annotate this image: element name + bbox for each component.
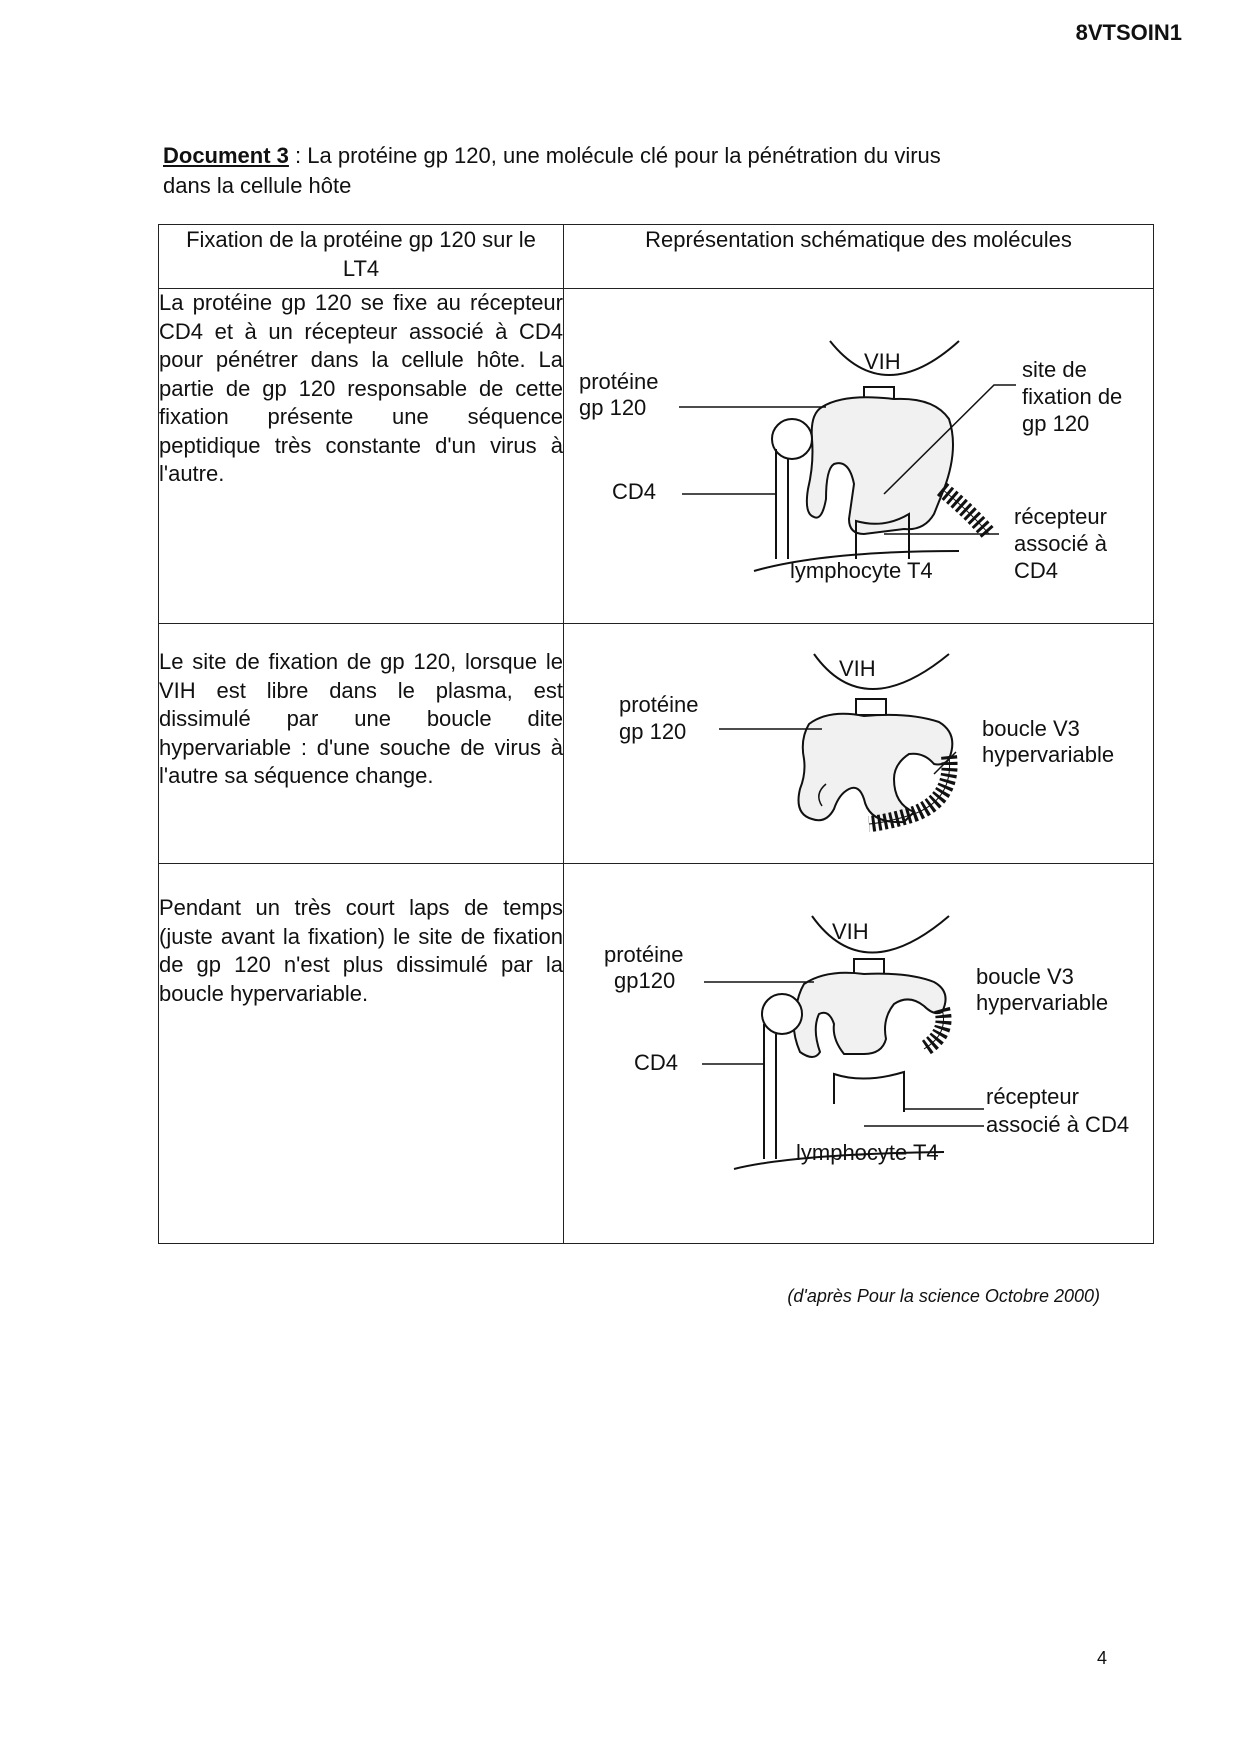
cd4-label: CD4: [634, 1050, 679, 1075]
recepteur-label-l1: récepteur: [1014, 504, 1107, 529]
lymphocyte-label: lymphocyte T4: [796, 1140, 939, 1165]
vih-label: VIH: [832, 919, 869, 944]
cd4-label: CD4: [612, 479, 657, 504]
proteine-label-l2: gp120: [614, 968, 676, 993]
source-credit: (d'après Pour la science Octobre 2000): [787, 1286, 1100, 1306]
recepteur-label-l3: CD4: [1014, 558, 1059, 583]
page-number: 4: [1096, 1648, 1107, 1668]
col1-header: Fixation de la protéine gp 120 sur le LT4: [159, 225, 564, 289]
v3-loop-striped: [924, 1009, 944, 1049]
gp120-protein: [807, 397, 953, 534]
row3-diagram: [564, 864, 1153, 1242]
vih-label: VIH: [864, 349, 901, 374]
row1-diagram: [564, 289, 1153, 622]
v3-loop-striped: [942, 489, 989, 534]
boucle-label-l1: boucle V3: [982, 716, 1080, 741]
site-label-l2: fixation de: [1022, 384, 1123, 409]
row1-diagram-cell: [564, 289, 1154, 624]
gp120-protein: [794, 973, 946, 1057]
row3-text-cell: [159, 864, 564, 1244]
boucle-label-l1: boucle V3: [976, 964, 1074, 989]
row1-text-cell: [159, 289, 564, 624]
row3-diagram-cell: [564, 864, 1154, 1244]
document-title-line1: : La protéine gp 120, une molécule clé pour la pénétration du virus: [288, 143, 941, 168]
proteine-label-l1: protéine: [604, 942, 684, 967]
row2-text-cell: [159, 624, 564, 864]
col2-header: Représentation schématique des molécules: [564, 225, 1154, 289]
row2-diagram-cell: [564, 624, 1154, 864]
vih-envelope-arc: [814, 654, 949, 689]
proteine-label-l1: protéine: [619, 692, 699, 717]
table-row: [159, 289, 1154, 624]
recepteur-label-l1: récepteur: [986, 1084, 1079, 1109]
document-table: [158, 224, 1154, 1244]
table-header-row: [159, 225, 1154, 289]
exam-code: 8VTSOIN1: [1075, 20, 1182, 45]
row1-text: La protéine gp 120 se fixe au récepteur CD4 et à un récepteur associé à CD4 pour pénétrer dans la cellule hôte. La partie de gp 120 responsable de cette fixation présente une séquence peptidique très constante d'un virus à l'autre.: [159, 290, 563, 486]
table-row: [159, 624, 1154, 864]
lymphocyte-label: lymphocyte T4: [790, 558, 933, 583]
proteine-label-l2: gp 120: [579, 395, 647, 420]
proteine-label-l2: gp 120: [619, 719, 687, 744]
document-title-line2: dans la cellule hôte: [163, 173, 352, 198]
row2-diagram: [564, 624, 1153, 862]
vih-label: VIH: [839, 656, 876, 681]
row2-text: Le site de fixation de gp 120, lorsque le VIH est libre dans le plasma, est dissimulé par une boucle dite hypervariable : d'une souche de virus à l'autre sa séquence change.: [159, 649, 563, 788]
boucle-label-l2: hypervariable: [976, 990, 1109, 1015]
document-label: Document 3: [163, 143, 289, 168]
document-title: [163, 141, 1103, 201]
proteine-label-l1: protéine: [579, 369, 659, 394]
table-row: [159, 864, 1154, 1244]
cd4-receptor: [762, 994, 802, 1159]
site-label-l1: site de: [1022, 357, 1087, 382]
recepteur-label-l2: associé à: [1014, 531, 1107, 556]
cd4-receptor: [772, 419, 812, 559]
site-label-l3: gp 120: [1022, 411, 1090, 436]
recepteur-label-l2: associé à CD4: [986, 1112, 1130, 1137]
gp120-stalk: [856, 699, 886, 715]
associated-receptor: [834, 1072, 904, 1112]
boucle-label-l2: hypervariable: [982, 742, 1115, 767]
row3-text: Pendant un très court laps de temps (juste avant la fixation) le site de fixation de gp 120 n'est plus dissimulé par la boucle hypervariable.: [159, 895, 563, 1006]
